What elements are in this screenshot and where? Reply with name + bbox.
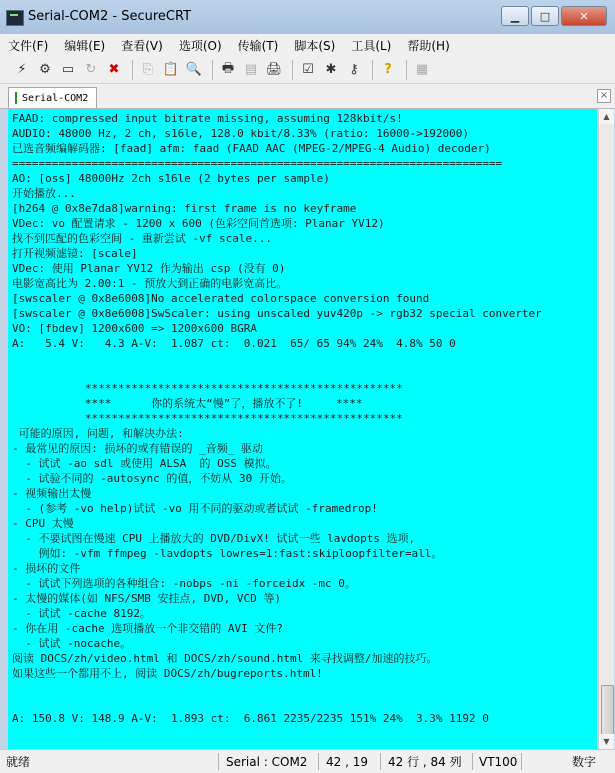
terminal-line (12, 726, 597, 741)
status-divider (218, 753, 219, 770)
toolbar-separator (406, 60, 407, 80)
menu-options[interactable]: 选项(O) (178, 38, 222, 53)
terminal-line: VDec: 使用 Planar YV12 作为输出 csp (没有 0) (12, 262, 286, 275)
terminal-line: [swscaler @ 0x8e6008]SwScaler: using unscaled yuv420p -> rgb32 special converter (12, 307, 542, 320)
quick-connect-icon[interactable]: ⚙ (39, 62, 51, 77)
terminal-line: 开始播放... (12, 187, 76, 200)
status-numlock: 数字 (572, 755, 597, 769)
status-bar (0, 749, 615, 773)
status-emulation: VT100 (479, 755, 518, 769)
status-terminal-size: 42 行 , 84 列 (388, 755, 462, 769)
terminal-line: - 试试 -ao sdl 或使用 ALSA 的 OSS 模拟。 (12, 457, 277, 470)
global-options-icon[interactable]: ✱ (325, 62, 337, 77)
status-divider (521, 753, 522, 770)
print-selection-icon[interactable]: ▤ (244, 62, 258, 77)
terminal-line: 例如: -vfm ffmpeg -lavdopts lowres=1:fast:skiploopfilter=all。 (12, 547, 443, 560)
terminal-line: - 太慢的媒体(如 NFS/SMB 安挂点, DVD, VCD 等) (12, 592, 281, 605)
disconnect-icon[interactable]: ✖ (108, 62, 120, 77)
connect-tab-icon[interactable]: ▭ (61, 62, 75, 77)
terminal-line: [swscaler @ 0x8e6008]No accelerated colorspace conversion found (12, 292, 430, 305)
scroll-up-icon[interactable]: ▲ (599, 109, 614, 124)
terminal-line (12, 366, 597, 381)
terminal-line: A: 150.8 V: 148.9 A-V: 1.893 ct: 6.861 2235/2235 151% 24% 3.3% 1192 0 (12, 712, 489, 725)
status-divider (380, 753, 381, 770)
print-setup-icon[interactable]: 🖶 (221, 60, 235, 76)
session-tab-strip (0, 84, 615, 109)
close-button[interactable]: ✕ (561, 6, 607, 26)
terminal-line: - 视频输出太慢 (12, 487, 92, 500)
vertical-scrollbar[interactable] (598, 109, 614, 749)
tab-label: Serial-COM2 (22, 92, 89, 104)
toolbar-separator (132, 60, 133, 80)
menu-tools[interactable]: 工具(L) (351, 38, 392, 53)
terminal-line: - 试试下列选项的各种组合: -nobps -ni -forceidx -mc 0。 (12, 577, 356, 590)
terminal-text (8, 109, 597, 749)
terminal-line: A: 5.4 V: 4.3 A-V: 1.087 ct: 0.021 65/ 65 94% 24% 4.8% 50 0 (12, 337, 456, 350)
toolbar-separator (372, 60, 373, 80)
window-title: Serial-COM2 - SecureCRT (28, 9, 192, 24)
menu-help[interactable]: 帮助(H) (407, 38, 450, 53)
toolbar-separator (292, 60, 293, 80)
status-cursor-position: 42 , 19 (326, 755, 368, 769)
terminal-line: ************************************************ (12, 382, 403, 395)
status-divider (318, 753, 319, 770)
minimize-button[interactable]: ▁ (501, 6, 529, 26)
terminal-line: 阅读 DOCS/zh/video.html 和 DOCS/zh/sound.html 来寻找调整/加速的技巧。 (12, 652, 438, 665)
terminal-output[interactable] (8, 109, 597, 749)
keymap-icon[interactable]: ⚷ (349, 62, 359, 77)
reconnect-icon[interactable]: ↻ (85, 62, 97, 77)
menu-bar (0, 34, 615, 57)
status-session: Serial : COM2 (226, 755, 308, 769)
tab-serial-com2[interactable] (8, 87, 97, 108)
terminal-line: - 不要试图在慢速 CPU 上播放大的 DVD/DivX! 试试一些 lavdopts 选项, (12, 532, 416, 545)
menu-transfer[interactable]: 传输(T) (237, 38, 279, 53)
terminal-line: VO: [fbdev] 1200x600 => 1200x600 BGRA (12, 322, 258, 335)
find-icon[interactable]: 🔍 (185, 62, 203, 77)
securecrt-app-icon[interactable] (6, 10, 24, 26)
menu-script[interactable]: 脚本(S) (294, 38, 336, 53)
terminal-line: **** 你的系统太“慢”了，播放不了! **** (12, 397, 363, 410)
toolbar (0, 56, 615, 84)
paste-icon[interactable]: 📋 (162, 62, 180, 77)
print-icon[interactable]: 🖨 (265, 62, 283, 77)
connected-status-icon (15, 92, 17, 104)
terminal-line: - 你在用 -cache 选项播放一个非交错的 AVI 文件? (12, 622, 283, 635)
terminal-line (12, 351, 597, 366)
terminal-line: 如果这些一个都用不上, 阅读 DOCS/zh/bugreports.html! (12, 667, 323, 680)
terminal-line: - 试试 -cache 8192。 (12, 607, 151, 620)
terminal-line (12, 681, 597, 696)
terminal-line: [h264 @ 0x8e7da8]warning: first frame is no keyframe (12, 202, 357, 215)
terminal-line: AUDIO: 48000 Hz, 2 ch, s16le, 128.0 kbit/8.33% (ratio: 16000->192000) (12, 127, 469, 140)
terminal-line: 电影宽高比为 2.00:1 - 预放大到正确的电影宽高比。 (12, 277, 288, 290)
tab-close-icon[interactable]: × (597, 89, 611, 103)
menu-file[interactable]: 文件(F) (8, 38, 49, 53)
terminal-line: ========================================================================== (12, 157, 503, 170)
help-icon[interactable]: ? (384, 62, 392, 77)
terminal-line: - 试验不同的 -autosync 的值，不妨从 30 开始。 (12, 472, 292, 485)
copy-icon[interactable]: ⎘ (142, 62, 154, 77)
terminal-line (12, 741, 597, 749)
sftp-icon[interactable]: ▦ (415, 62, 429, 77)
terminal-line: 已选音频编解码器: [faad] afm: faad (FAAD AAC (MPEG-2/MPEG-4 Audio) decoder) (12, 142, 491, 155)
status-divider (472, 753, 473, 770)
terminal-line (12, 696, 597, 711)
status-ready: 就绪 (6, 755, 31, 769)
terminal-line: 打开视频滤镜: [scale] (12, 247, 138, 260)
terminal-line: VDec: vo 配置请求 - 1200 x 600 (色彩空间首选项: Planar YV12) (12, 217, 385, 230)
title-bar (0, 0, 615, 34)
terminal-line: - 试试 -nocache。 (12, 637, 132, 650)
terminal-line: FAAD: compressed input bitrate missing, assuming 128kbit/s! (12, 112, 403, 125)
scrollbar-thumb[interactable] (601, 685, 614, 735)
terminal-line: - (参考 -vo help)试试 -vo 用不同的驱动或者试试 -framedrop! (12, 502, 378, 515)
menu-edit[interactable]: 编辑(E) (64, 38, 106, 53)
toolbar-separator (212, 60, 213, 80)
terminal-line: AO: [oss] 48000Hz 2ch s16le (2 bytes per sample) (12, 172, 330, 185)
terminal-line: - 最常见的原因: 损坏的或有错误的 _音频_ 驱动 (12, 442, 263, 455)
scroll-down-icon[interactable]: ▼ (599, 734, 614, 749)
maximize-button[interactable]: □ (531, 6, 559, 26)
terminal-line: 找不到匹配的色彩空间 - 重新尝试 -vf scale... (12, 232, 272, 245)
terminal-line: ************************************************ (12, 412, 403, 425)
connect-icon[interactable]: ⚡ (17, 62, 27, 77)
terminal-line: - 损坏的文件 (12, 562, 81, 575)
session-options-icon[interactable]: ☑ (302, 62, 314, 77)
terminal-line: 可能的原因, 问题, 和解决办法: (12, 427, 184, 440)
menu-view[interactable]: 查看(V) (121, 38, 163, 53)
terminal-line: - CPU 太慢 (12, 517, 74, 530)
